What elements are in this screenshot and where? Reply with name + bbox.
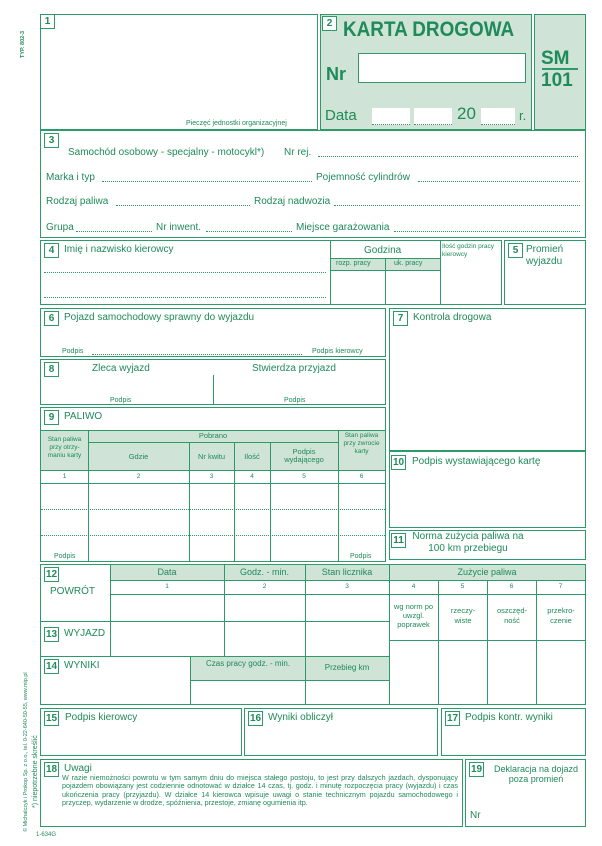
driver-signature-label: Podpis kierowcy — [65, 712, 138, 723]
fuel-podpis-right: Podpis — [350, 553, 372, 560]
stwierdza-label: Stwierdza przyjazd — [252, 363, 336, 374]
stamp-caption: Pieczęć jednostki organizacyjnej — [186, 120, 287, 127]
fuel-podpis-left: Podpis — [54, 553, 76, 560]
oszczednosc-header: oszczęd-ność — [496, 606, 527, 625]
zleca-signature-field[interactable] — [48, 378, 208, 395]
rozp-field[interactable] — [332, 271, 384, 304]
year-prefix: 20 — [457, 104, 476, 123]
road-control-label: Kontrola drogowa — [413, 312, 492, 323]
nr-kwitu-header: Nr kwitu — [197, 452, 226, 461]
remarks-text: W razie niemożności powrotu w tym samym dniu do miejsca stałego postoju, to jest przy dalszych jazdach, dysponujący pojazdem obowiązany jest codziennie odnotować w działce 14 czas, tj. godz. i minutę rozpoczęcia pracy (wyjazdu) i czas ukończenia pracy (przyjazdu). W działce 14 kierowca wpisuje uwagi o stanie technicznym pojazdu samochodowego i przyczep, wydarzenie w drodze, spóźnienia, przestoje, zmianę ogumienia itp. — [62, 773, 458, 807]
section-number-19: 19 — [470, 764, 483, 775]
road-control-section[interactable] — [389, 308, 586, 451]
publisher-note: © Michalczyk i Prokop Sp. z o.o., tel. 0-22-640-50-55, www.mip.pl — [23, 672, 29, 832]
controller-signature-label: Podpis kontr. wyniki — [465, 712, 553, 723]
col-4: 4 — [250, 473, 254, 480]
uk-pracy-label: uk. pracy — [394, 260, 423, 267]
col-6: 6 — [359, 473, 364, 480]
section-number-15: 15 — [45, 713, 58, 724]
form-type-code: TYP. 802-3 — [20, 30, 26, 58]
section-number-2: 2 — [322, 16, 337, 31]
date-field-year[interactable] — [481, 108, 515, 125]
col-3: 3 — [209, 473, 214, 480]
pojemnosc-field[interactable] — [418, 181, 580, 182]
data-header: Data — [157, 567, 177, 577]
c4: 4 — [411, 583, 416, 590]
paliwo-label: Rodzaj paliwa — [46, 196, 109, 207]
godzina-label: Godzina — [364, 245, 402, 256]
czas-pracy-header: Czas pracy godz. - min. — [205, 659, 291, 668]
pojemnosc-label: Pojemność cylindrów — [316, 172, 410, 183]
section-number-3: 3 — [44, 133, 59, 148]
section-number-1: 1 — [40, 14, 55, 29]
section-number-6: 6 — [44, 311, 59, 326]
section-number-8: 8 — [44, 362, 59, 377]
przebieg-header: Przebieg km — [324, 663, 370, 672]
issuer-signature-label: Podpis wystawiającego kartę — [412, 456, 541, 467]
podpis-wydajacego-header: Podpis wydającego — [284, 447, 324, 464]
radius-label: Promień wyjazdu — [526, 244, 564, 267]
grupa-field[interactable] — [76, 231, 152, 232]
section-number-5: 5 — [508, 243, 523, 258]
wg-norm-header: wg norm po uwzgl. poprawek — [393, 602, 434, 629]
stwierdza-signature-field[interactable] — [218, 378, 380, 395]
section-number-14: 14 — [45, 661, 58, 672]
form-code: 1-634G — [36, 832, 57, 838]
driver-name-field-1[interactable] — [44, 272, 326, 273]
calculated-by-label: Wyniki obliczył — [268, 712, 333, 723]
c5: 5 — [460, 583, 465, 590]
series-number: 101 — [541, 70, 573, 91]
section-number-13: 13 — [45, 629, 58, 640]
date-field-month[interactable] — [414, 108, 452, 125]
marka-label: Marka i typ — [46, 172, 95, 183]
ilosc-header: Ilość — [244, 452, 260, 461]
series-code: SM — [541, 48, 570, 69]
inwent-field[interactable] — [206, 231, 292, 232]
pobrano-header: Pobrano — [198, 431, 228, 440]
c3: 3 — [345, 583, 349, 590]
driver-name-label: Imię i nazwisko kierowcy — [64, 244, 174, 255]
year-suffix: r. — [519, 108, 527, 123]
nadwozie-field[interactable] — [334, 205, 580, 206]
section-number-12: 12 — [45, 569, 58, 580]
c2: 2 — [262, 583, 267, 590]
godz-header: Godz. - min. — [239, 567, 289, 577]
nr-rej-field[interactable] — [318, 156, 578, 157]
section-number-9: 9 — [44, 410, 59, 425]
driver-name-field-2[interactable] — [44, 297, 326, 298]
declaration-label: Deklaracja na dojazd poza promień — [493, 764, 579, 784]
footnote: *) niepotrzebne skreślić — [32, 735, 39, 808]
card-number-field[interactable] — [358, 53, 526, 83]
przekroczenie-header: przekro-czenie — [547, 606, 575, 625]
zleca-label: Zleca wyjazd — [92, 363, 150, 374]
powrot-label: POWRÓT — [50, 586, 95, 597]
form-title: KARTA DROGOWA — [343, 18, 515, 41]
col-1: 1 — [62, 473, 67, 480]
declaration-nr-label: Nr — [470, 810, 481, 821]
stamp-box[interactable] — [40, 14, 318, 130]
paliwo-field[interactable] — [116, 205, 250, 206]
section-number-18: 18 — [45, 764, 58, 775]
podpis-stwierdza: Podpis — [284, 397, 306, 404]
gdzie-header: Gdzie — [128, 452, 149, 461]
rozp-pracy-label: rozp. pracy — [336, 260, 371, 267]
section-number-4: 4 — [44, 243, 59, 258]
remarks-label: Uwagi — [64, 763, 92, 774]
zuzycie-header: Zużycie paliwa — [457, 567, 517, 577]
wyjazd-label: WYJAZD — [64, 628, 106, 639]
date-label: Data — [325, 107, 357, 124]
nr-rej-label: Nr rej. — [284, 147, 312, 158]
section-number-10: 10 — [392, 457, 405, 468]
garaz-field[interactable] — [394, 231, 580, 232]
nr-label: Nr — [326, 64, 347, 84]
fuel-norm-label: Norma zużycia paliwa na 100 km przebiegu — [412, 531, 524, 554]
stan-licznika-header: Stan licznika — [321, 567, 373, 577]
rzeczywiste-header: rzeczy-wiste — [450, 606, 476, 625]
section-number-11: 11 — [391, 533, 406, 548]
ilosc-godzin-label: Ilość godzin pracy kierowcy — [442, 243, 495, 258]
col-2: 2 — [136, 473, 141, 480]
date-field-day[interactable] — [372, 108, 410, 125]
c1: 1 — [165, 583, 169, 590]
vehicle-ok-label: Pojazd samochodowy sprawny do wyjazdu — [64, 312, 255, 323]
section-number-17: 17 — [446, 713, 459, 724]
section-number-16: 16 — [249, 713, 262, 724]
section-number-7: 7 — [393, 311, 408, 326]
wyniki-label: WYNIKI — [64, 660, 100, 671]
stan-wydania-header: Stan paliwa przy otrzy-maniu karty — [47, 436, 82, 459]
stan-zwrotu-header: Stan paliwa przy zwrocie karty — [343, 432, 380, 455]
col-5: 5 — [302, 473, 306, 480]
c7: 7 — [558, 583, 563, 590]
inwent-label: Nr inwent. — [156, 222, 202, 233]
grupa-label: Grupa — [46, 222, 74, 233]
fuel-label: PALIWO — [64, 411, 103, 422]
nadwozie-label: Rodzaj nadwozia — [254, 196, 331, 207]
podpis-zleca: Podpis — [110, 397, 132, 404]
uk-field[interactable] — [387, 271, 439, 304]
garaz-label: Miejsce garażowania — [296, 222, 390, 233]
marka-field[interactable] — [102, 181, 312, 182]
vehicle-type-label: Samochód osobowy - specjalny - motocykl*) — [68, 147, 265, 158]
podpis-kierowcy-label: Podpis kierowcy — [312, 348, 363, 355]
podpis-label: Podpis — [62, 348, 84, 355]
c6: 6 — [509, 583, 514, 590]
